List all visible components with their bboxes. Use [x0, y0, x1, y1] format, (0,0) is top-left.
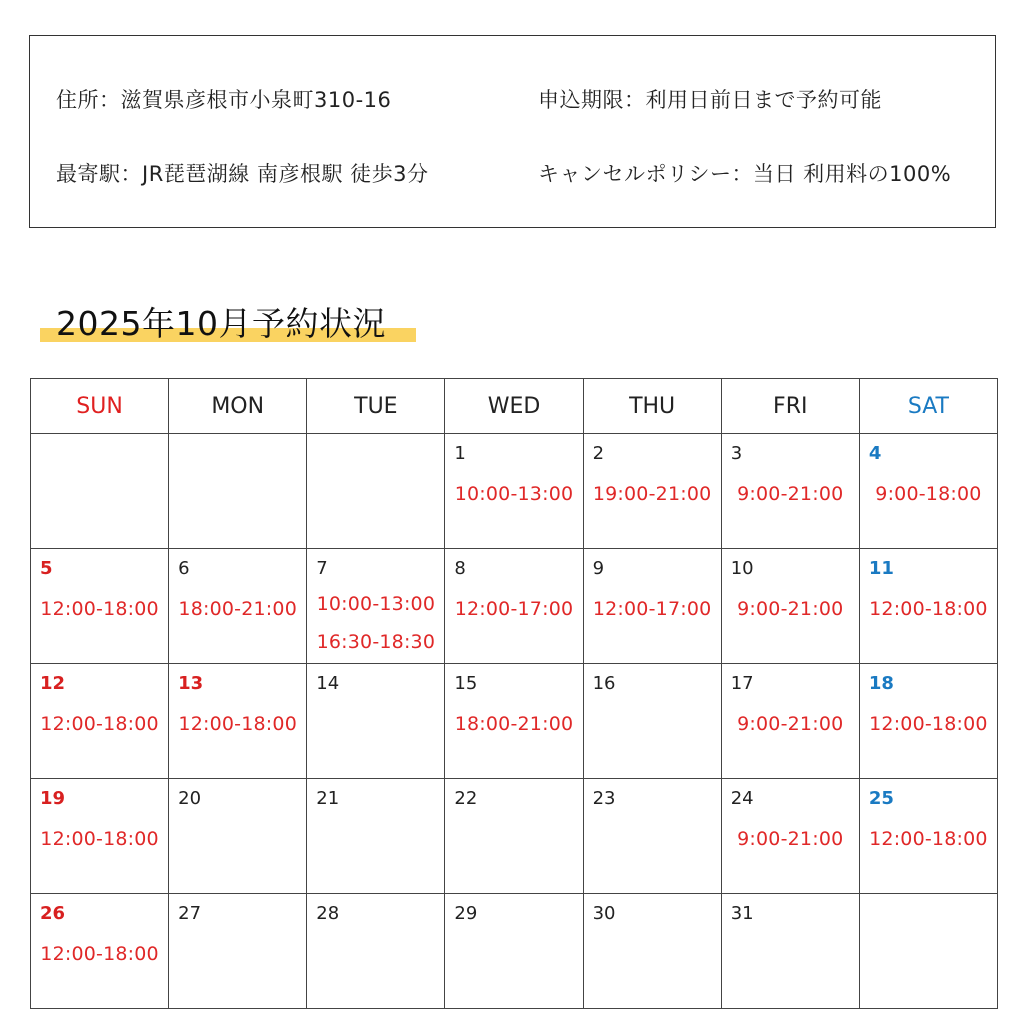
day-number: 20 [178, 788, 202, 809]
calendar-day-cell [445, 549, 583, 664]
available-slots [31, 706, 168, 742]
time-slot: 12:00-17:00 [592, 598, 712, 620]
time-slot: 9:00-21:00 [737, 598, 844, 620]
day-number: 30 [592, 903, 616, 924]
day-number: 21 [316, 788, 340, 809]
day-number: 25 [868, 788, 894, 809]
available-slots [307, 585, 444, 661]
address-text: 住所：滋賀県彦根市小泉町310-16 [56, 88, 392, 112]
time-slot: 12:00-18:00 [869, 598, 988, 620]
calendar-day-cell [445, 779, 583, 894]
available-slots [31, 936, 168, 972]
day-number: 5 [40, 558, 53, 579]
calendar-day-cell [859, 779, 997, 894]
time-slot: 12:00-18:00 [178, 713, 297, 735]
calendar-day-cell [583, 894, 721, 1009]
calendar-day-cell [583, 664, 721, 779]
time-slot: 19:00-21:00 [592, 483, 712, 505]
calendar-week-row [31, 664, 998, 779]
weekday-header-tue: TUE [307, 379, 445, 434]
calendar-day-cell [169, 894, 307, 1009]
calendar-day-cell [859, 549, 997, 664]
time-slot: 18:00-21:00 [178, 598, 297, 620]
weekday-header-sat: SAT [859, 379, 997, 434]
time-slot: 12:00-18:00 [40, 713, 159, 735]
day-number: 15 [454, 673, 478, 694]
time-slot: 10:00-13:00 [316, 593, 436, 615]
calendar-day-cell [445, 664, 583, 779]
time-slot: 16:30-18:30 [316, 631, 436, 653]
weekday-header-thu: THU [583, 379, 721, 434]
calendar-day-cell [721, 434, 859, 549]
time-slot: 9:00-21:00 [737, 828, 844, 850]
day-number: 31 [730, 903, 754, 924]
calendar-day-cell [169, 664, 307, 779]
day-number: 14 [316, 673, 340, 694]
day-number: 2 [592, 443, 605, 464]
weekday-header-wed: WED [445, 379, 583, 434]
time-slot: 12:00-18:00 [40, 598, 159, 620]
weekday-header-fri: FRI [721, 379, 859, 434]
calendar-day-cell [859, 894, 997, 1009]
calendar-week-row [31, 779, 998, 894]
available-slots [722, 821, 859, 857]
deadline-text: 申込期限：利用日前日まで予約可能 [538, 88, 882, 112]
nearest-station-text: 最寄駅：JR琵琶湖線 南彦根駅 徒歩3分 [56, 162, 429, 186]
calendar-day-cell [31, 434, 169, 549]
time-slot: 9:00-21:00 [737, 483, 844, 505]
available-slots [445, 706, 582, 742]
time-slot: 12:00-18:00 [40, 828, 159, 850]
available-slots [722, 706, 859, 742]
available-slots [169, 591, 306, 627]
time-slot: 10:00-13:00 [454, 483, 574, 505]
calendar-day-cell [169, 779, 307, 894]
available-slots [860, 706, 997, 742]
day-number: 27 [178, 903, 202, 924]
calendar-day-cell [307, 549, 445, 664]
calendar-day-cell [859, 434, 997, 549]
day-number: 28 [316, 903, 340, 924]
day-number: 6 [178, 558, 190, 579]
available-slots [445, 476, 582, 512]
day-number: 23 [592, 788, 616, 809]
page-title: 2025年10月予約状況 [56, 304, 386, 343]
day-number: 8 [454, 558, 466, 579]
day-number: 22 [454, 788, 478, 809]
calendar-title-block [40, 298, 416, 348]
available-slots [584, 591, 721, 627]
day-number: 4 [868, 443, 882, 464]
calendar-day-cell [859, 664, 997, 779]
available-slots [584, 476, 721, 512]
day-number: 3 [730, 443, 743, 464]
available-slots [31, 591, 168, 627]
reservation-calendar [30, 378, 998, 1009]
calendar-day-cell [307, 894, 445, 1009]
available-slots [31, 821, 168, 857]
calendar-day-cell [31, 664, 169, 779]
available-slots [860, 821, 997, 857]
day-number: 16 [592, 673, 616, 694]
calendar-day-cell [583, 779, 721, 894]
calendar-day-cell [583, 549, 721, 664]
day-number: 24 [730, 788, 754, 809]
calendar-day-cell [307, 434, 445, 549]
cancel-policy-text: キャンセルポリシー：当日 利用料の100% [538, 162, 952, 186]
calendar-day-cell [445, 894, 583, 1009]
day-number: 26 [40, 903, 66, 924]
available-slots [860, 476, 997, 512]
available-slots [722, 591, 859, 627]
calendar-day-cell [445, 434, 583, 549]
calendar-day-cell [31, 549, 169, 664]
calendar-week-row [31, 434, 998, 549]
day-number: 18 [868, 673, 894, 694]
day-number: 11 [868, 558, 894, 579]
available-slots [169, 706, 306, 742]
calendar-day-cell [583, 434, 721, 549]
day-number: 12 [40, 673, 66, 694]
calendar-day-cell [721, 779, 859, 894]
time-slot: 12:00-18:00 [869, 828, 988, 850]
weekday-header-row [31, 379, 998, 434]
time-slot: 12:00-18:00 [40, 943, 159, 965]
weekday-header-sun: SUN [31, 379, 169, 434]
calendar-day-cell [721, 549, 859, 664]
time-slot: 12:00-18:00 [869, 713, 988, 735]
day-number: 10 [730, 558, 754, 579]
day-number: 13 [178, 673, 204, 694]
calendar-day-cell [721, 894, 859, 1009]
available-slots [445, 591, 582, 627]
day-number: 7 [316, 558, 328, 579]
calendar-day-cell [307, 779, 445, 894]
day-number: 9 [592, 558, 605, 579]
calendar-day-cell [31, 779, 169, 894]
calendar-day-cell [721, 664, 859, 779]
calendar-week-row [31, 894, 998, 1009]
day-number: 1 [454, 443, 466, 464]
calendar-week-row [31, 549, 998, 664]
day-number: 29 [454, 903, 478, 924]
calendar-day-cell [307, 664, 445, 779]
time-slot: 18:00-21:00 [454, 713, 574, 735]
info-box [29, 35, 996, 228]
time-slot: 9:00-18:00 [875, 483, 982, 505]
time-slot: 12:00-17:00 [454, 598, 574, 620]
available-slots [722, 476, 859, 512]
calendar-day-cell [169, 549, 307, 664]
time-slot: 9:00-21:00 [737, 713, 844, 735]
day-number: 19 [40, 788, 66, 809]
weekday-header-mon: MON [169, 379, 307, 434]
calendar-day-cell [31, 894, 169, 1009]
day-number: 17 [730, 673, 754, 694]
available-slots [860, 591, 997, 627]
calendar-day-cell [169, 434, 307, 549]
